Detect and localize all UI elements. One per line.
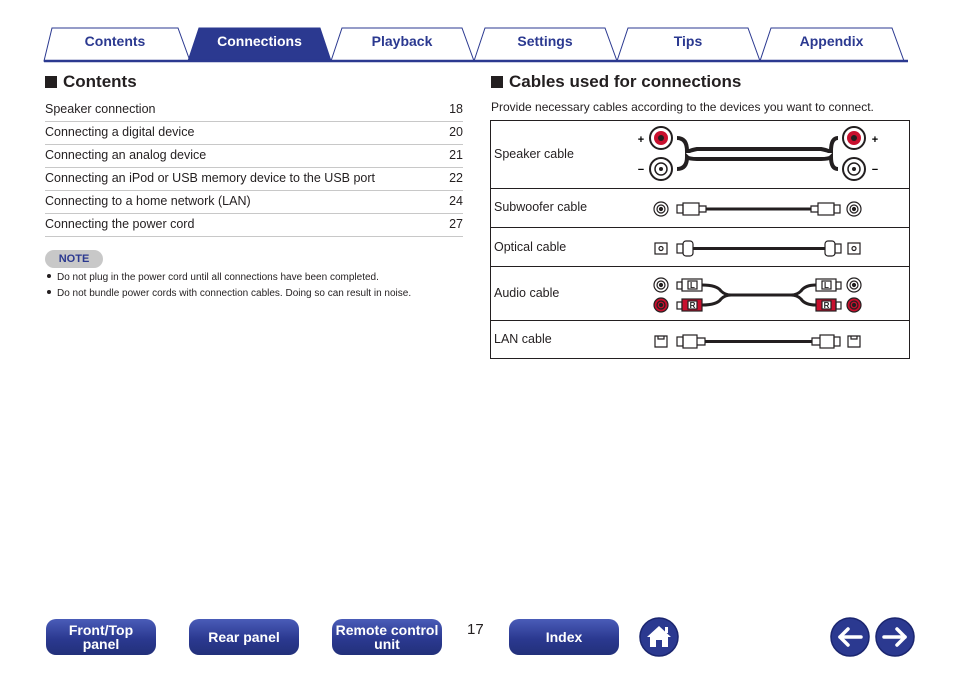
note-text: Do not plug in the power cord until all connections have been completed. [57,272,379,283]
optical-cable-icon [491,228,909,266]
remote-control-unit-button[interactable] [332,619,442,655]
lan-cable-icon [491,321,909,358]
tab-connections[interactable]: Connections [217,33,302,49]
list-item[interactable] [45,168,463,191]
plus-symbol: + [637,134,645,146]
speaker-cable-icon [491,121,909,188]
back-button[interactable] [829,616,871,658]
button-label: unit [374,636,400,652]
cables-title: Cables used for connections [509,72,742,91]
forward-button[interactable] [874,616,916,658]
list-item[interactable] [45,99,463,122]
left-channel-mark: L [824,281,829,290]
plus-symbol: + [871,134,879,146]
button-label: Front/Top [68,622,134,638]
list-item[interactable] [45,214,463,237]
page-number: 17 [467,621,484,638]
table-row [491,267,909,321]
list-item-label: Connecting an iPod or USB memory device to the USB port [45,171,376,185]
minus-symbol: − [637,164,645,176]
tab-appendix[interactable]: Appendix [799,33,864,49]
list-item-page: 22 [449,171,463,185]
tab-bar-shapes [0,0,954,64]
list-item[interactable] [45,191,463,214]
list-item-page: 27 [449,217,463,231]
subwoofer-cable-icon [491,189,909,227]
note-item [47,271,467,287]
cable-name: Optical cable [494,240,567,254]
table-row [491,228,909,267]
front-top-panel-button[interactable] [46,619,156,655]
note-badge: NOTE [45,250,103,268]
index-button[interactable] [509,619,619,655]
list-item-page: 21 [449,148,463,162]
cable-name: Speaker cable [494,147,574,161]
right-channel-mark: R [823,301,830,310]
note-list [47,271,467,303]
contents-title: Contents [63,72,137,91]
tab-tips[interactable]: Tips [673,33,703,49]
cables-table [490,120,910,359]
tab-contents[interactable]: Contents [84,33,146,49]
table-row [491,189,909,228]
cables-description: Provide necessary cables according to the devices you want to connect. [491,100,874,114]
contents-heading [45,72,137,92]
button-label: panel [82,636,120,652]
table-row [491,321,909,358]
bullet-icon [47,290,51,294]
contents-list [45,99,463,237]
audio-cable-icon [491,267,909,320]
home-button[interactable] [638,616,680,658]
cable-name: LAN cable [494,332,552,346]
button-label: Remote control [335,622,439,638]
minus-symbol: − [871,164,879,176]
tab-bar [0,0,954,64]
list-item-label: Connecting to a home network (LAN) [45,194,251,208]
rear-panel-button[interactable] [189,619,299,655]
button-label: Rear panel [208,629,280,645]
list-item-page: 20 [449,125,463,139]
square-bullet-icon [45,76,57,88]
list-item[interactable] [45,122,463,145]
list-item-page: 18 [449,102,463,116]
list-item-label: Connecting a digital device [45,125,195,139]
note-text: Do not bundle power cords with connection cables. Doing so can result in noise. [57,288,412,299]
list-item-label: Connecting the power cord [45,217,195,231]
list-item[interactable] [45,145,463,168]
square-bullet-icon [491,76,503,88]
list-item-label: Speaker connection [45,102,156,116]
cable-name: Audio cable [494,286,560,300]
list-item-label: Connecting an analog device [45,148,207,162]
button-label: Index [545,629,583,645]
tab-settings[interactable]: Settings [517,33,573,49]
bullet-icon [47,274,51,278]
table-row [491,121,909,189]
left-channel-mark: L [690,281,695,290]
cables-heading [491,72,741,92]
right-channel-mark: R [689,301,696,310]
tab-playback[interactable]: Playback [371,33,433,49]
list-item-page: 24 [449,194,463,208]
cable-name: Subwoofer cable [494,200,588,214]
note-item [47,287,467,303]
